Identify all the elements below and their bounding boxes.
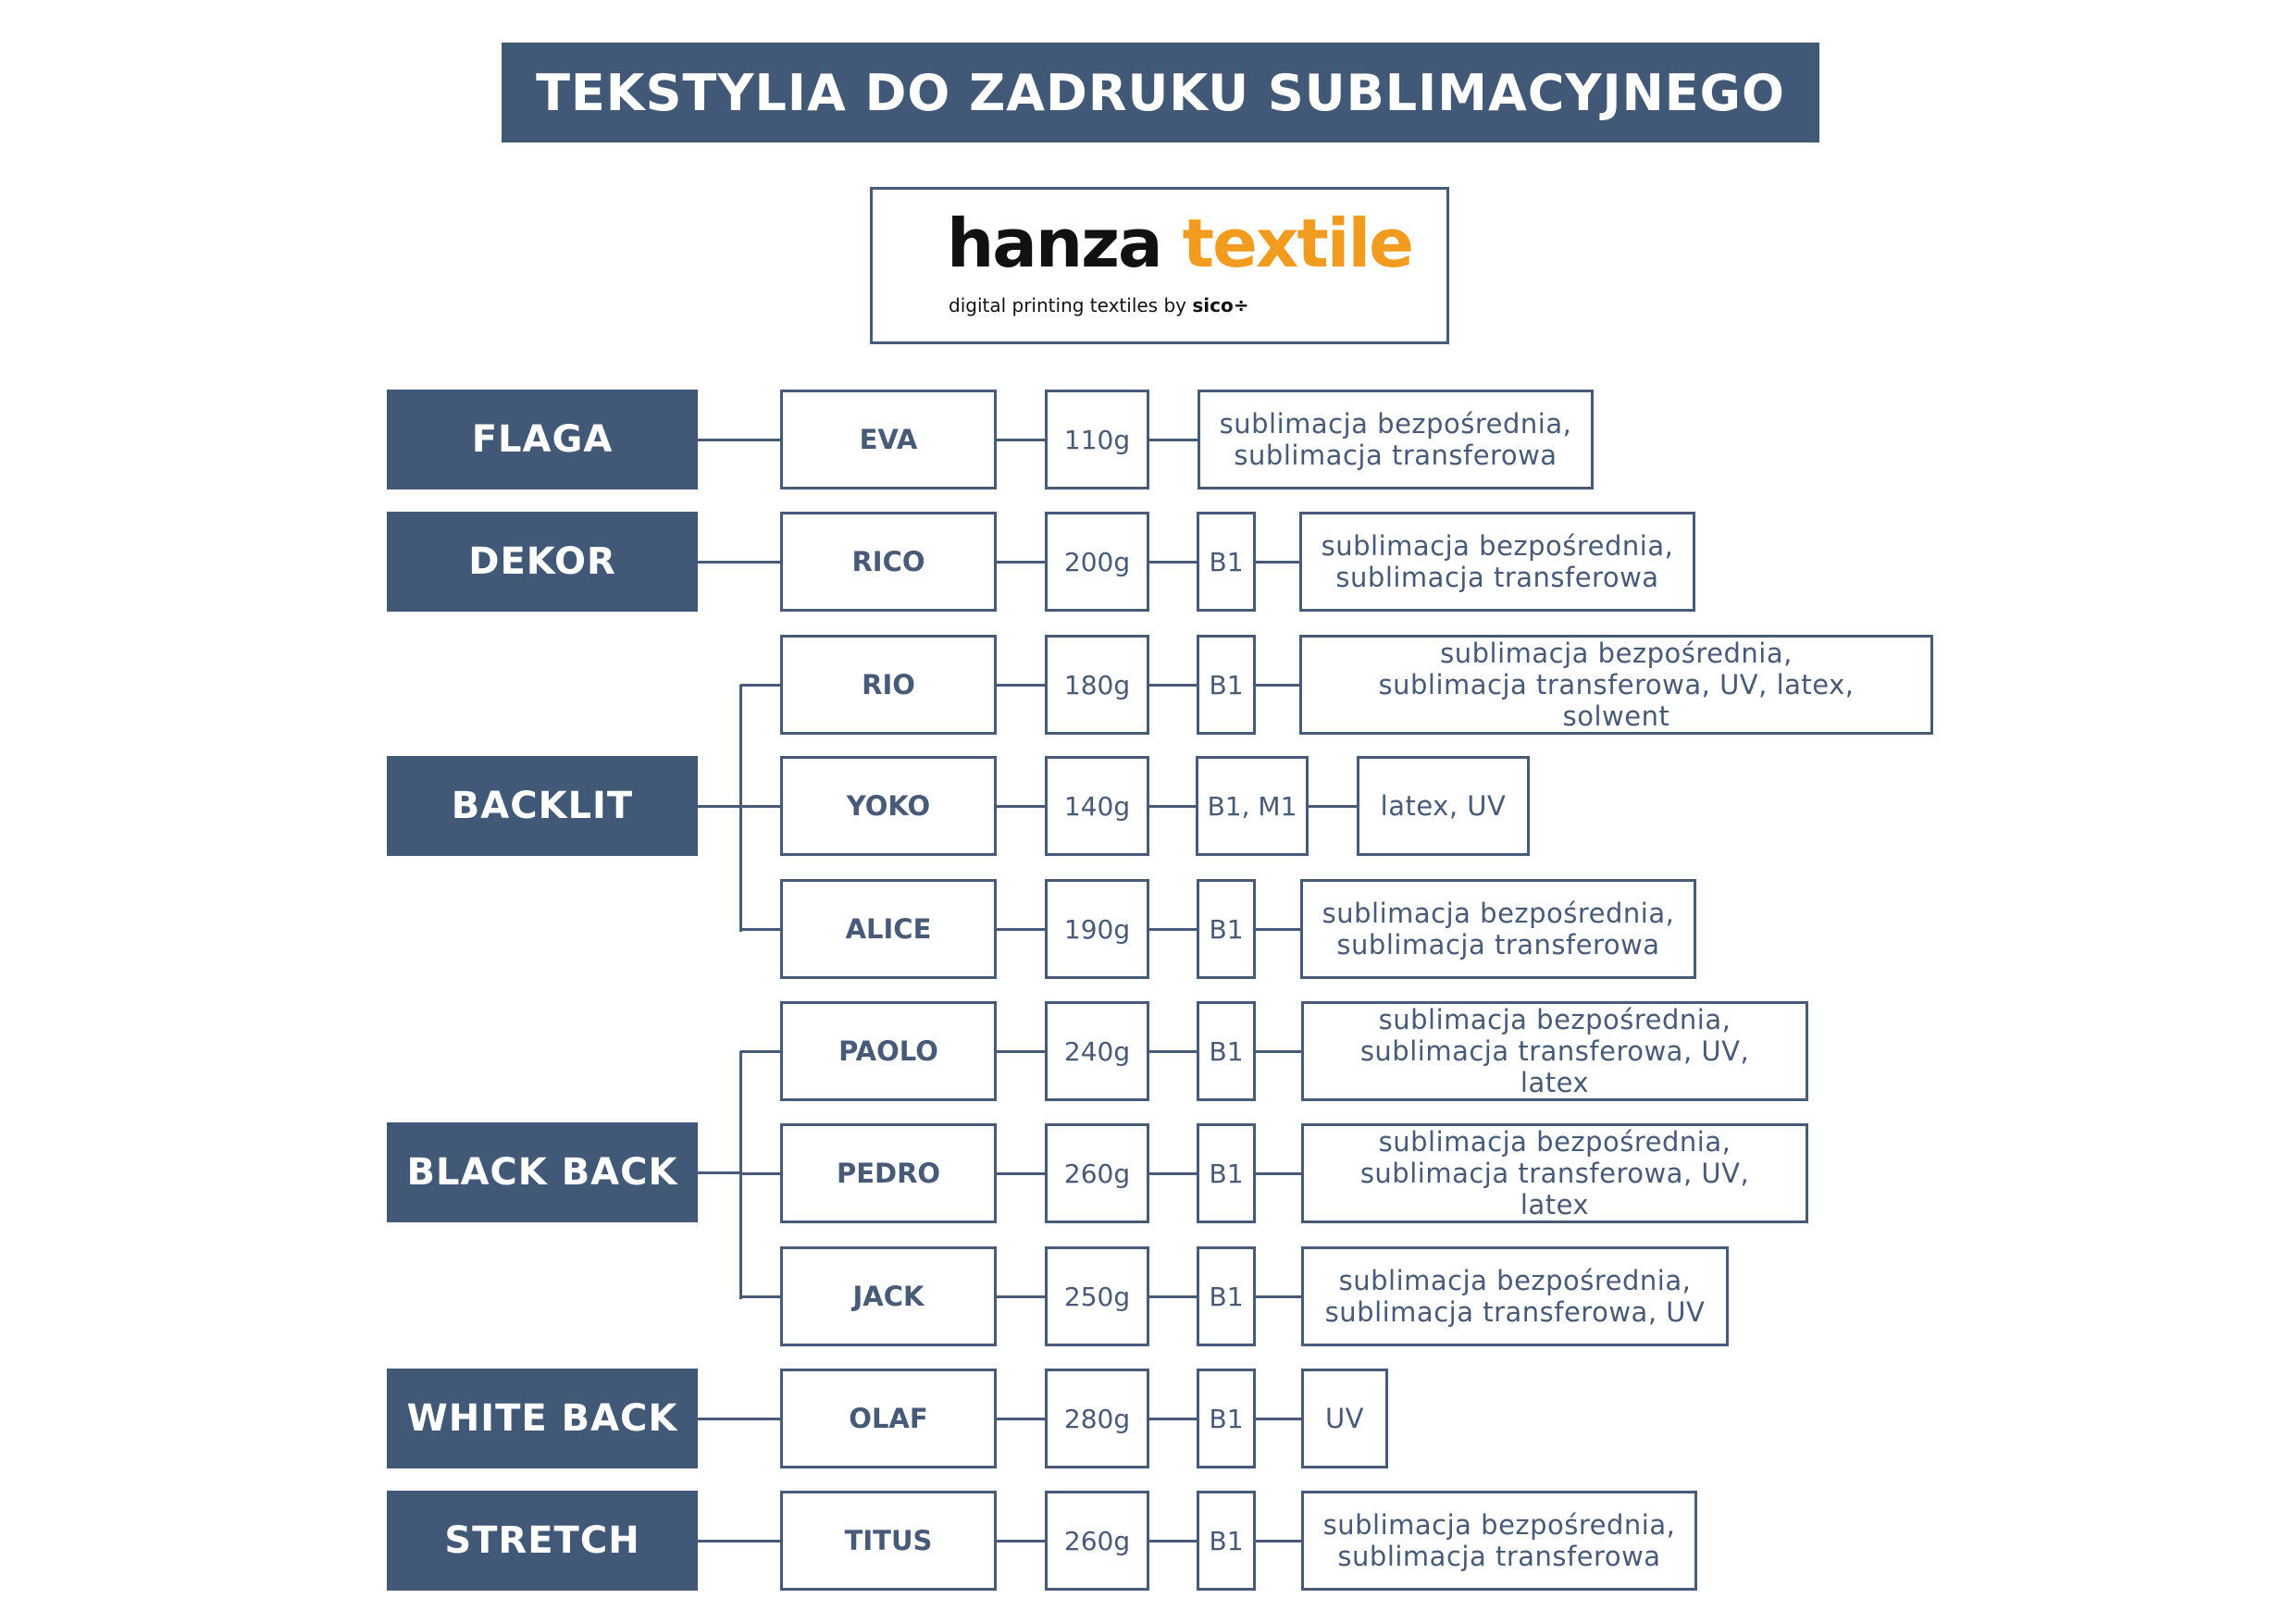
- print-methods-box: sublimacja bezpośrednia, sublimacja transferowa: [1300, 879, 1696, 979]
- weight-box: 200g: [1045, 512, 1149, 612]
- connector-line: [1256, 1050, 1301, 1053]
- connector-line: [1309, 805, 1357, 808]
- product-name-box: JACK: [780, 1246, 997, 1346]
- connector-line: [698, 561, 780, 564]
- category-white-back: WHITE BACK: [387, 1369, 698, 1468]
- connector-line: [740, 1295, 780, 1298]
- connector-line: [740, 928, 780, 931]
- weight-box: 280g: [1045, 1369, 1149, 1468]
- logo-wordmark: [947, 204, 1412, 282]
- connector-line: [740, 1172, 780, 1175]
- product-name-box: ALICE: [780, 879, 997, 979]
- connector-line: [740, 684, 780, 687]
- connector-line: [740, 805, 780, 808]
- certificate-box: B1: [1197, 1123, 1256, 1223]
- certificate-box: B1: [1197, 1001, 1256, 1101]
- category-stretch: STRETCH: [387, 1491, 698, 1591]
- connector-line: [1149, 928, 1197, 931]
- connector-line: [698, 805, 740, 808]
- product-name-box: YOKO: [780, 756, 997, 856]
- print-methods-box: sublimacja bezpośrednia, sublimacja transferowa, UV, latex: [1301, 1001, 1808, 1101]
- connector-line: [1256, 1172, 1301, 1175]
- product-name-box: PAOLO: [780, 1001, 997, 1101]
- logo-tagline: [949, 294, 1248, 316]
- certificate-box: B1: [1197, 1369, 1256, 1468]
- logo-textile-text: textile: [1182, 204, 1412, 282]
- weight-box: 180g: [1045, 635, 1149, 735]
- connector-line: [1256, 1540, 1301, 1542]
- connector-line: [997, 1050, 1045, 1053]
- certificate-box: B1, M1: [1196, 756, 1309, 856]
- connector-line: [698, 1418, 780, 1420]
- print-methods-box: UV: [1301, 1369, 1388, 1468]
- logo-hanza-text: hanza: [947, 204, 1161, 282]
- connector-line: [1149, 561, 1197, 564]
- connector-line: [1149, 805, 1196, 808]
- category-black-back: BLACK BACK: [387, 1122, 698, 1222]
- product-name-box: TITUS: [780, 1491, 997, 1591]
- product-name-box: RICO: [780, 512, 997, 612]
- connector-line: [997, 684, 1045, 687]
- product-name-box: RIO: [780, 635, 997, 735]
- certificate-box: B1: [1197, 879, 1256, 979]
- logo-tagline-text: digital printing textiles by: [949, 294, 1186, 316]
- category-flaga: FLAGA: [387, 390, 698, 489]
- category-dekor: DEKOR: [387, 512, 698, 612]
- certificate-box: B1: [1197, 512, 1256, 612]
- connector-line: [997, 1172, 1045, 1175]
- connector-line: [997, 561, 1045, 564]
- page-title: TEKSTYLIA DO ZADRUKU SUBLIMACYJNEGO: [502, 43, 1819, 142]
- connector-line: [1149, 1050, 1197, 1053]
- product-name-box: EVA: [780, 390, 997, 489]
- weight-box: 260g: [1045, 1491, 1149, 1591]
- connector-line: [997, 1540, 1045, 1542]
- connector-line: [698, 1540, 780, 1542]
- connector-line: [1256, 1418, 1301, 1420]
- connector-line: [1149, 439, 1198, 441]
- connector-line: [1149, 1295, 1197, 1298]
- product-name-box: OLAF: [780, 1369, 997, 1468]
- product-name-box: PEDRO: [780, 1123, 997, 1223]
- connector-line: [997, 1418, 1045, 1420]
- certificate-box: B1: [1197, 1491, 1256, 1591]
- connector-line: [1256, 684, 1299, 687]
- connector-line: [698, 439, 780, 441]
- connector-line: [1149, 1172, 1197, 1175]
- branch-line: [739, 685, 742, 932]
- connector-line: [740, 1050, 780, 1053]
- print-methods-box: sublimacja bezpośrednia, sublimacja transferowa, UV: [1301, 1246, 1729, 1346]
- connector-line: [997, 928, 1045, 931]
- weight-box: 190g: [1045, 879, 1149, 979]
- print-methods-box: sublimacja bezpośrednia, sublimacja transferowa: [1198, 390, 1594, 489]
- print-methods-box: latex, UV: [1357, 756, 1530, 856]
- weight-box: 260g: [1045, 1123, 1149, 1223]
- weight-box: 140g: [1045, 756, 1149, 856]
- connector-line: [698, 1171, 740, 1174]
- print-methods-box: sublimacja bezpośrednia, sublimacja transferowa: [1301, 1491, 1697, 1591]
- print-methods-box: sublimacja bezpośrednia, sublimacja transferowa: [1299, 512, 1695, 612]
- connector-line: [997, 1295, 1045, 1298]
- certificate-box: B1: [1197, 1246, 1256, 1346]
- print-methods-box: sublimacja bezpośrednia, sublimacja transferowa, UV, latex: [1301, 1123, 1808, 1223]
- hanza-textile-logo: [870, 187, 1449, 344]
- connector-line: [1149, 1540, 1197, 1542]
- category-backlit: BACKLIT: [387, 756, 698, 856]
- certificate-box: B1: [1197, 635, 1256, 735]
- weight-box: 240g: [1045, 1001, 1149, 1101]
- connector-line: [1149, 684, 1197, 687]
- connector-line: [1256, 1295, 1301, 1298]
- connector-line: [1149, 1418, 1197, 1420]
- connector-line: [997, 439, 1045, 441]
- branch-line: [739, 1051, 742, 1299]
- weight-box: 250g: [1045, 1246, 1149, 1346]
- connector-line: [997, 805, 1045, 808]
- connector-line: [1256, 561, 1299, 564]
- print-methods-box: sublimacja bezpośrednia, sublimacja transferowa, UV, latex, solwent: [1299, 635, 1933, 735]
- logo-tagline-brand: sico÷: [1192, 294, 1249, 316]
- connector-line: [1256, 928, 1300, 931]
- weight-box: 110g: [1045, 390, 1149, 489]
